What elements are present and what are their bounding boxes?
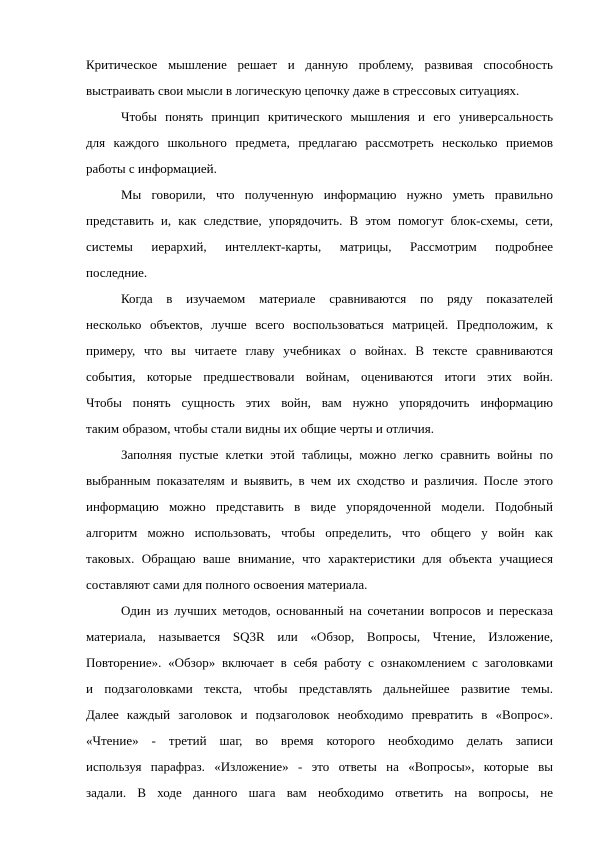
text-line: представить и, как следствие, упорядочить. В этом помогут блок-схемы, сети, <box>86 213 553 228</box>
text-line: Повторение». «Обзор» включает в себя работу с ознакомлением с заголовками <box>86 655 553 670</box>
text-line: материала, называется SQ3R или «Обзор, Вопросы, Чтение, Изложение, <box>86 629 553 644</box>
text-line: системы иерархий, интеллект-карты, матрицы, Рассмотрим подробнее <box>86 239 553 254</box>
text-line: выстраивать свои мысли в логическую цепочку даже в стрессовых ситуациях. <box>86 83 520 98</box>
text-line: Один из лучших методов, основанный на сочетании вопросов и пересказа <box>121 603 553 618</box>
text-line: составляют сами для полного освоения материала. <box>86 577 368 592</box>
body-text <box>86 52 553 806</box>
text-line: информацию можно представить в виде упорядоченной модели. Подобный <box>86 499 553 514</box>
text-line: примеру, что вы читаете главу учебниках о войнах. В тексте сравниваются <box>86 343 553 358</box>
text-line: для каждого школьного предмета, предлагаю рассмотреть несколько приемов <box>86 135 553 150</box>
text-line: Чтобы понять сущность этих войн, вам нужно упорядочить информацию <box>86 395 553 410</box>
text-line: Заполняя пустые клетки этой таблицы, можно легко сравнить войны по <box>121 447 553 462</box>
text-line: Мы говорили, что полученную информацию нужно уметь правильно <box>121 187 553 202</box>
text-line: Критическое мышление решает и данную проблему, развивая способность <box>86 57 553 72</box>
text-line: последние. <box>86 265 148 280</box>
text-line: и подзаголовками текста, чтобы представлять дальнейшее развитие темы. <box>86 681 553 696</box>
text-line: события, которые предшествовали войнам, оцениваются итоги этих войн. <box>86 369 553 384</box>
text-line: таковых. Обращаю ваше внимание, что характеристики для объекта учащиеся <box>86 551 553 566</box>
text-line: используя парафраз. «Изложение» - это ответы на «Вопросы», которые вы <box>86 759 553 774</box>
text-line: Когда в изучаемом материале сравниваются по ряду показателей <box>121 291 553 306</box>
text-line: Чтобы понять принцип критического мышления и его универсальность <box>121 109 553 124</box>
text-line: работы с информацией. <box>86 161 217 176</box>
text-line: задали. В ходе данного шага вам необходимо ответить на вопросы, не <box>86 785 553 800</box>
text-line: выбранным показателям и выявить, в чем их сходство и различия. После этого <box>86 473 553 488</box>
text-line: алгоритм можно использовать, чтобы определить, что общего у войн как <box>86 525 553 540</box>
text-line: Далее каждый заголовок и подзаголовок необходимо превратить в «Вопрос». <box>86 707 553 722</box>
text-line: таким образом, чтобы стали видны их общие черты и отличия. <box>86 421 434 436</box>
text-line: «Чтение» - третий шаг, во время которого необходимо делать записи <box>86 733 553 748</box>
text-line: несколько объектов, лучше всего воспользоваться матрицей. Предположим, к <box>86 317 553 332</box>
